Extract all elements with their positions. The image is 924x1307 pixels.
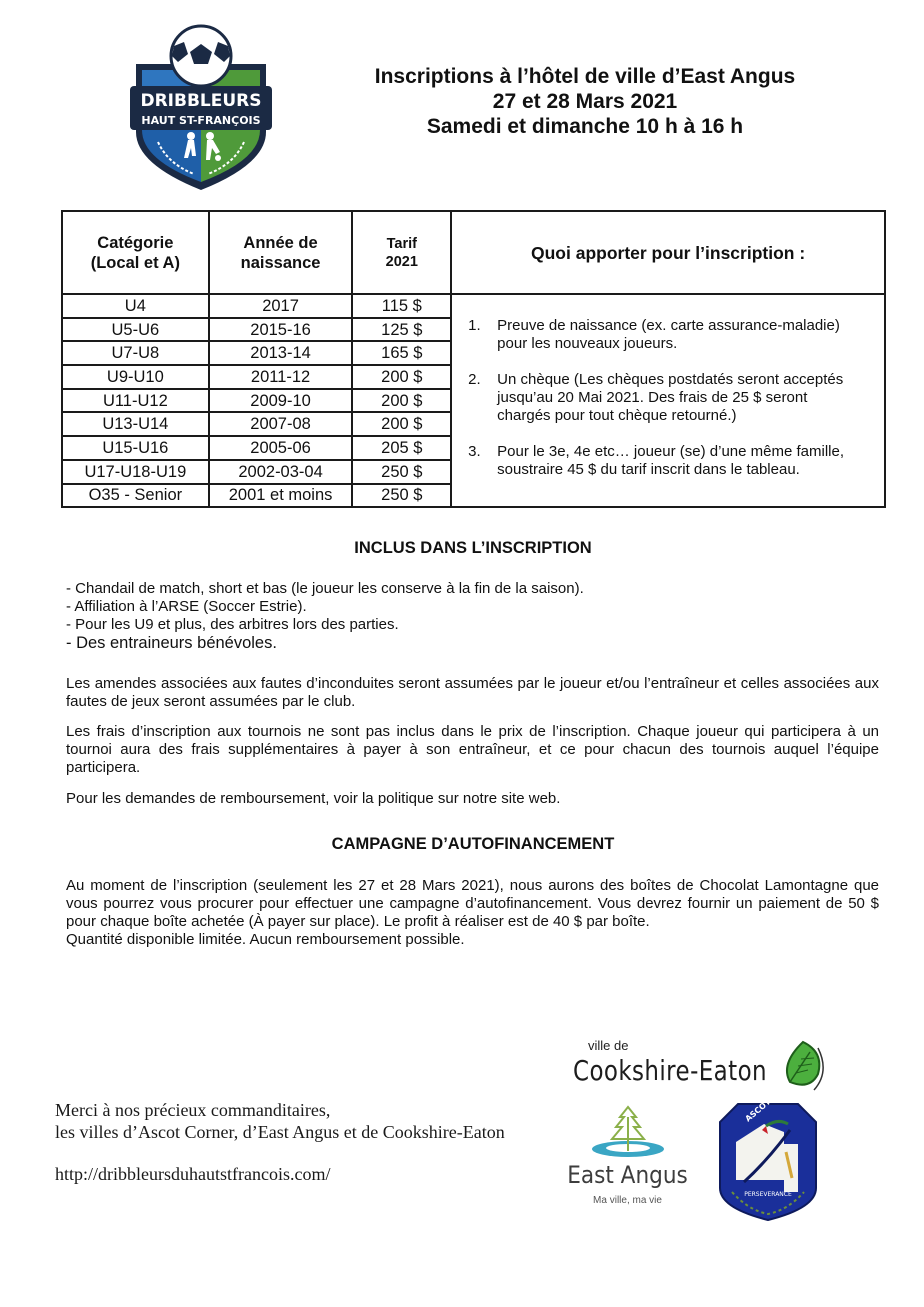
list-item: - Des entraineurs bénévoles. [66,634,277,653]
ascot-corner-crest [718,1100,818,1222]
sponsor-thanks: Merci à nos précieux commanditaires, les villes d’Ascot Corner, d’East Angus et de Cookshire-Eaton [55,1100,505,1142]
category-cell: U17-U18-U19 [62,460,209,484]
included-section-title: INCLUS DANS L’INSCRIPTION [354,539,592,557]
birth-year-cell: 2017 [209,294,353,318]
list-item: 1. Preuve de naissance (ex. carte assurance-maladie) pour les nouveaux joueurs. [468,317,840,352]
date-line: 27 et 28 Mars 2021 [492,90,678,113]
table-header-row [62,211,885,294]
venue-line: Inscriptions à l’hôtel de ville d’East Angus [374,65,796,88]
cookshire-eaton-logo: ville de Cookshire-Eaton [568,1036,833,1096]
list-item: 3. Pour le 3e, 4e etc… joueur (se) d’une même famille, soustraire 45 $ du tarif inscrit dans le tableau. [468,443,845,478]
header-birth-year: Année de naissance [209,211,353,294]
fee-cell: 200 $ [352,412,451,436]
birth-year-cell: 2013-14 [209,341,353,365]
birth-year-cell: 2011-12 [209,365,353,389]
fee-cell: 200 $ [352,389,451,413]
category-cell: U13-U14 [62,412,209,436]
list-item: - Chandail de match, short et bas (le joueur les conserve à la fin de la saison). [66,580,584,597]
fee-cell: 250 $ [352,484,451,508]
category-cell: U11-U12 [62,389,209,413]
category-cell: U7-U8 [62,341,209,365]
svg-text:PERSEVERANCE: PERSEVERANCE [744,1191,792,1198]
category-cell: U5-U6 [62,318,209,342]
what-to-bring-cell [451,294,885,507]
birth-year-cell: 2007-08 [209,412,353,436]
tournaments-paragraph: Les frais d’inscription aux tournois ne sont pas inclus dans le prix de l’inscription. Chaque joueur qui participera à un tournoi aura des frais supplémentaires à payer à son entraîneur, et ce pour chacun des tournois auquel l’équipe participera. [66,723,879,776]
birth-year-cell: 2009-10 [209,389,353,413]
dribbleurs-crest-icon [128,24,274,192]
fines-paragraph: Les amendes associées aux fautes d’inconduites seront assumées par le joueur et/ou l’entraîneur et celles associées aux fautes de jeux seront assumées par le club. [66,675,879,710]
svg-text:DRIBBLEURS: DRIBBLEURS [140,91,262,111]
list-item: - Affiliation à l’ARSE (Soccer Estrie). [66,597,307,615]
fee-cell: 125 $ [352,318,451,342]
birth-year-cell: 2002-03-04 [209,460,353,484]
fee-cell: 205 $ [352,436,451,460]
refunds-paragraph: Pour les demandes de remboursement, voir la politique sur notre site web. [66,790,561,807]
category-cell: U9-U10 [62,365,209,389]
fee-cell: 200 $ [352,365,451,389]
birth-year-cell: 2001 et moins [209,484,353,508]
fee-cell: 165 $ [352,341,451,365]
category-cell: U4 [62,294,209,318]
fee-cell: 250 $ [352,460,451,484]
campaign-section-title: CAMPAGNE D’AUTOFINANCEMENT [331,835,615,853]
fee-cell: 115 $ [352,294,451,318]
list-item: 2. Un chèque (Les chèques postdatés seront acceptés jusqu’au 20 Mai 2021. Des frais de 25 $ seront chargés pour tout chèque retourné.) [468,371,844,424]
east-angus-logo: East Angus Ma ville, ma vie [560,1105,695,1215]
category-cell: U15-U16 [62,436,209,460]
birth-year-cell: 2005-06 [209,436,353,460]
leaf-icon [778,1038,828,1094]
header-fee: Tarif 2021 [352,211,451,294]
what-to-bring-list [468,317,864,479]
campaign-paragraph: Au moment de l’inscription (seulement les 27 et 28 Mars 2021), nous aurons des boîtes de Chocolat Lamontagne que vous pourrez vous procurer pour effectuer une campagne d’autofinancement. Vous devrez fournir un paiement de 50 $ pour chaque boîte achetée (À payer sur place). Le profit à réaliser est de 40 $ par boîte. Quantité disponible limitée. Aucun remboursement possible. [66,877,879,948]
svg-text:ASCOT: ASCOT [743,1100,773,1124]
list-item: - Pour les U9 et plus, des arbitres lors des parties. [66,615,399,633]
svg-text:HAUT ST-FRANÇOIS: HAUT ST-FRANÇOIS [141,114,261,127]
fee-table [61,210,886,508]
included-list [66,580,584,653]
header-what-to-bring: Quoi apporter pour l’inscription : [451,211,885,294]
tree-water-icon [590,1105,666,1161]
table-row [62,294,885,318]
category-cell: O35 - Senior [62,484,209,508]
website-link[interactable]: http://dribbleursduhautstfrancois.com/ [55,1164,331,1184]
header-category: Catégorie (Local et A) [62,211,209,294]
hours-line: Samedi et dimanche 10 h à 16 h [426,115,744,138]
ascot-corner-crest-icon [718,1100,818,1222]
birth-year-cell: 2015-16 [209,318,353,342]
event-header [350,64,820,139]
club-logo [128,24,274,192]
